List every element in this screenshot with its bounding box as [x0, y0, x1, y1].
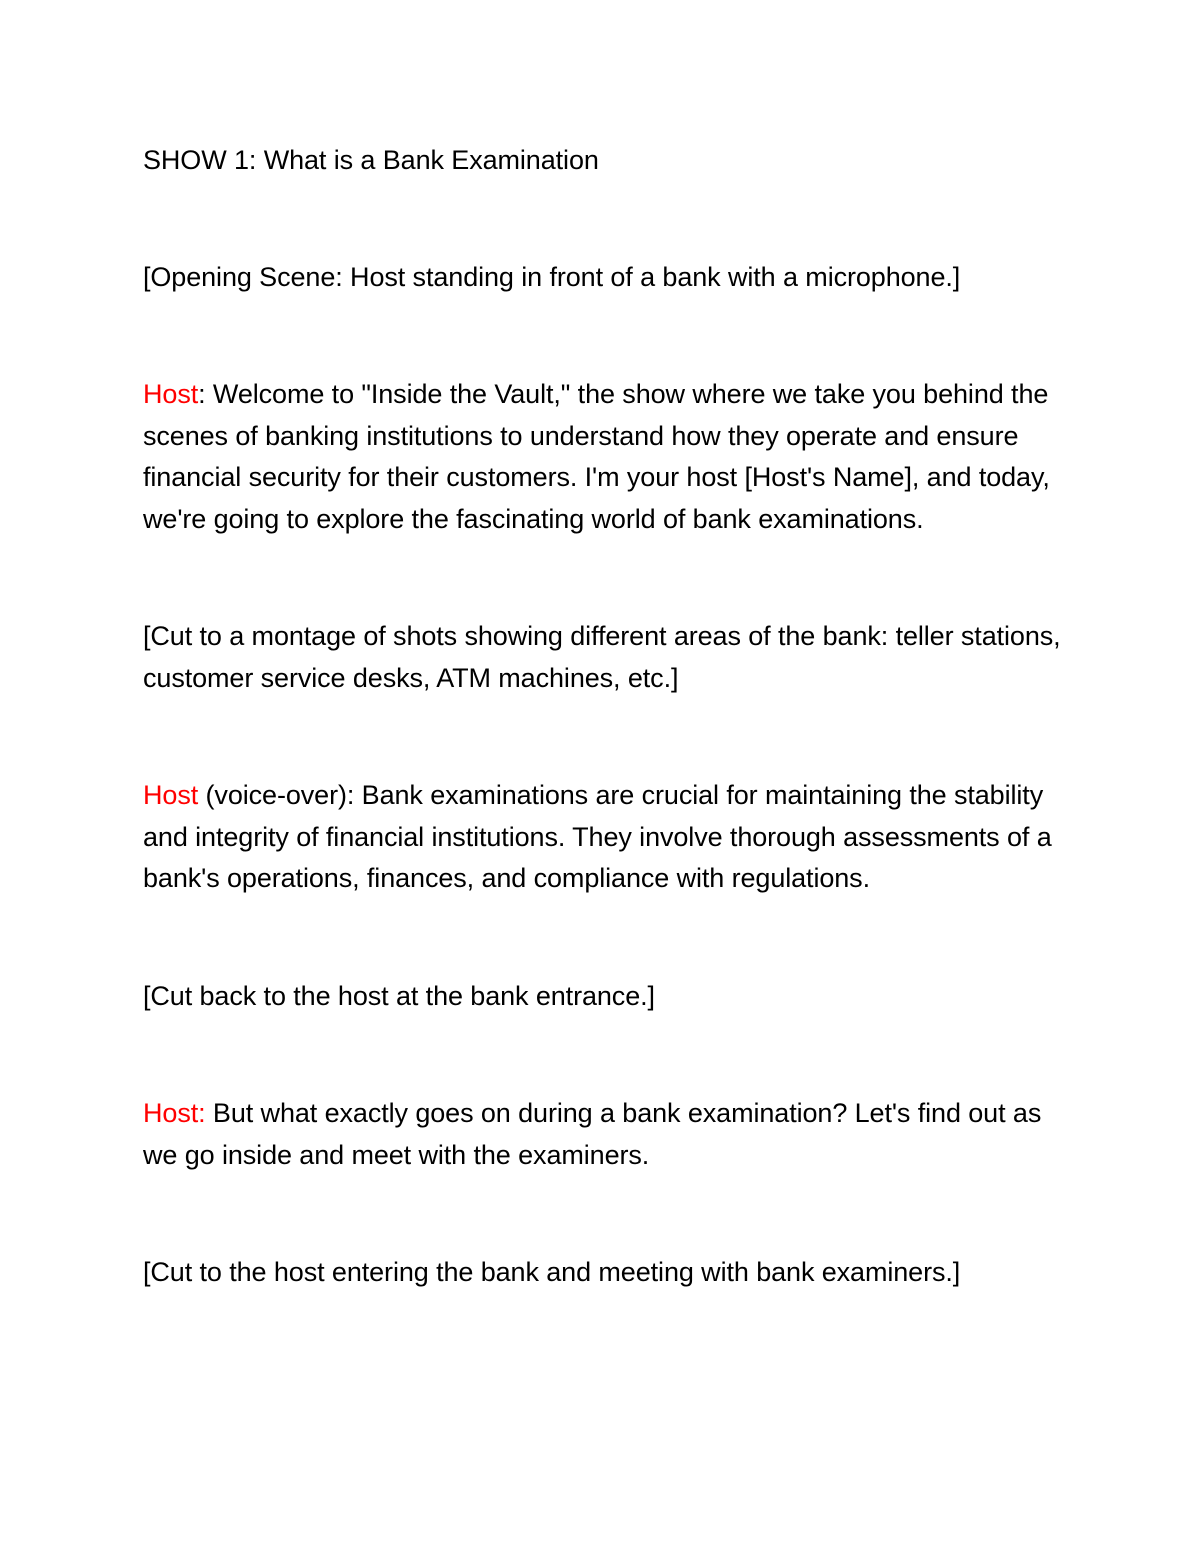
dialogue-text: (voice-over): Bank examinations are crucial for maintaining the stability and integrity of financial institutions. They involve thorough assessments of a bank's operations, finances, and compliance with regulations.: [143, 780, 1052, 893]
stage-direction-montage: [Cut to a montage of shots showing different areas of the bank: teller stations, customer service desks, ATM machines, etc.]: [143, 621, 1061, 693]
stage-direction-opening: [Opening Scene: Host standing in front of a bank with a microphone.]: [143, 261, 961, 292]
dialogue-text: But what exactly goes on during a bank examination? Let's find out as we go inside and meet with the examiners.: [143, 1098, 1042, 1170]
dialogue-welcome: [143, 374, 1063, 540]
dialogue-question: [143, 1093, 1063, 1176]
stage-direction-examiners: [Cut to the host entering the bank and meeting with bank examiners.]: [143, 1257, 961, 1287]
speaker-label: Host:: [143, 1098, 206, 1128]
stage-direction-entrance: [Cut back to the host at the bank entrance.]: [143, 980, 655, 1011]
document-body: [143, 140, 1063, 1294]
speaker-label: Host: [143, 379, 199, 409]
speaker-label: Host: [143, 780, 199, 810]
dialogue-text: : Welcome to "Inside the Vault," the show where we take you behind the scenes of banking institutions to understand how they operate and ensure financial security for their customers. I'm your host [Host's Name], and today, we're going to explore the fascinating world of bank examinations.: [143, 379, 1050, 534]
dialogue-voice-over: [143, 775, 1063, 900]
show-title: SHOW 1: What is a Bank Examination: [143, 145, 599, 175]
